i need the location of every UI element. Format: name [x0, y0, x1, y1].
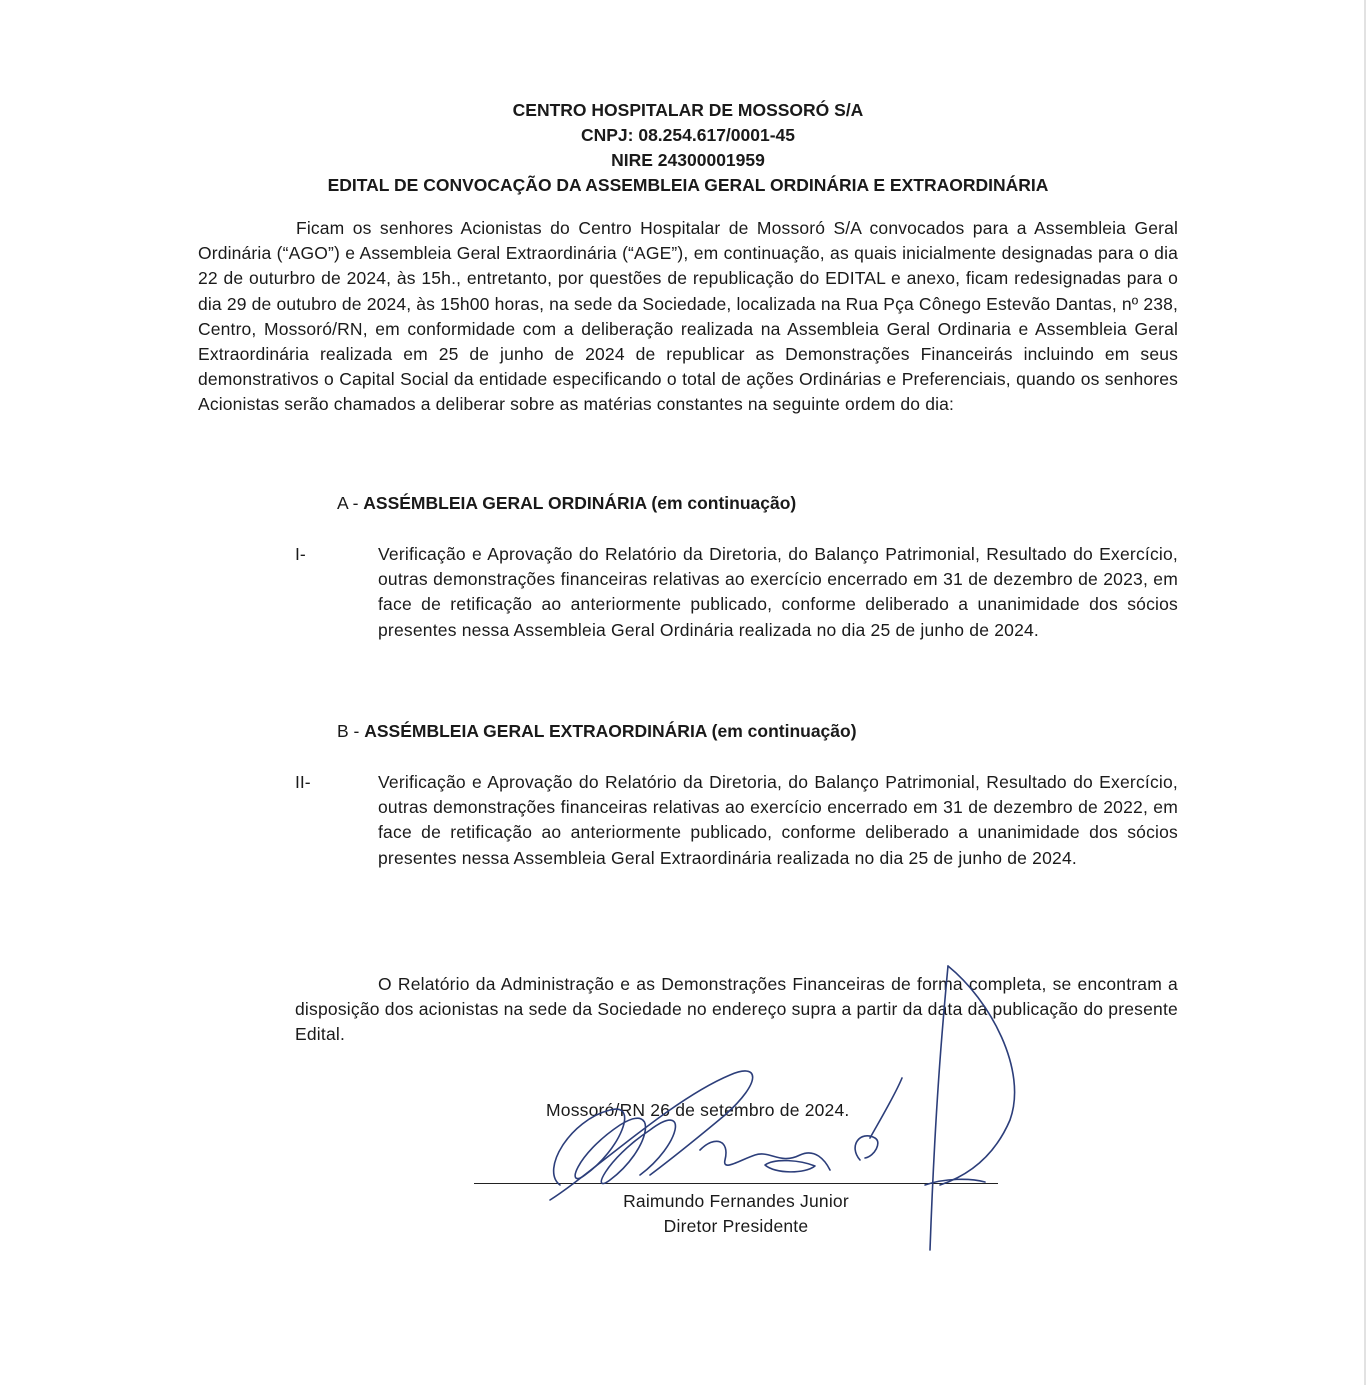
intro-paragraph: Ficam os senhores Acionistas do Centro Hospitalar de Mossoró S/A convocados para a Assembleia Geral Ordinária (“AGO”) e Assembleia Geral Extraordinária (“AGE”), em continuação, as quais inicialmente designadas para o dia 22 de outurbro de 2024, às 15h., entretanto, por questões de republicação do EDITAL e anexo, ficam redesignadas para o dia 29 de outubro de 2024, às 15h00 horas, na sede da Sociedade, localizada na Rua Pça Cônego Estevão Dantas, nº 238, Centro, Mossoró/RN, em conformidade com a deliberação realizada na Assembleia Geral Ordinaria e Assembleia Geral Extraordinária realizada em 25 de junho de 2024 de republicar as Demonstrações Financeirás incluindo em seus demonstrativos o Capital Social da entidade especificando o total de ações Ordinárias e Preferenciais, quando os senhores Acionistas serão chamados a deliberar sobre as matérias constantes na seguinte ordem do dia:: [198, 218, 1178, 415]
company-name: CENTRO HOSPITALAR DE MOSSORÓ S/A: [512, 100, 864, 120]
section-a-prefix: A -: [337, 493, 364, 513]
section-a-title: [337, 491, 796, 516]
signatory-name: Raimundo Fernandes Junior: [623, 1191, 849, 1211]
section-b-heading: ASSÉMBLEIA GERAL EXTRAORDINÁRIA (em continuação): [364, 721, 857, 741]
section-b-title: [337, 719, 857, 744]
scan-edge: [1364, 0, 1366, 1385]
document-title: EDITAL DE CONVOCAÇÃO DA ASSEMBLEIA GERAL ORDINÁRIA E EXTRAORDINÁRIA: [327, 175, 1049, 195]
item-ii-text: Verificação e Aprovação do Relatório da Diretoria, do Balanço Patrimonial, Resultado do Exercício, outras demonstrações financeiras relativas ao exercício encerrado em 31 de dezembro de 2022, em face de retificação ao anteriormente publicado, conforme deliberado a unanimidade dos sócios presentes nessa Assembleia Geral Extraordinária realizada no dia 25 de junho de 2024.: [378, 772, 1178, 868]
section-a-heading: ASSÉMBLEIA GERAL ORDINÁRIA (em continuação): [363, 493, 797, 513]
closing-paragraph: O Relatório da Administração e as Demonstrações Financeiras de forma completa, se encontram a disposição dos acionistas na sede da Sociedade no endereço supra a partir da data da publicação do presente Edital.: [295, 974, 1178, 1045]
section-b-prefix: B -: [337, 721, 365, 741]
item-i-text: Verificação e Aprovação do Relatório da Diretoria, do Balanço Patrimonial, Resultado do Exercício, outras demonstrações financeiras relativas ao exercício encerrado em 31 de dezembro de 2023, em face de retificação ao anteriormente publicado, conforme deliberado a unanimidade dos sócios presentes nessa Assembleia Geral Ordinária realizada no dia 25 de junho de 2024.: [378, 544, 1178, 640]
document-header: [198, 98, 1178, 198]
handwritten-signature-icon: [530, 960, 1050, 1260]
company-cnpj: CNPJ: 08.254.617/0001-45: [580, 125, 796, 145]
item-i-number: I-: [295, 544, 306, 564]
date-line: Mossoró/RN 26 de setembro de 2024.: [546, 1100, 850, 1120]
signatory-role: Diretor Presidente: [663, 1216, 809, 1236]
company-nire: NIRE 24300001959: [611, 150, 765, 170]
item-ii-number: II-: [295, 772, 311, 792]
